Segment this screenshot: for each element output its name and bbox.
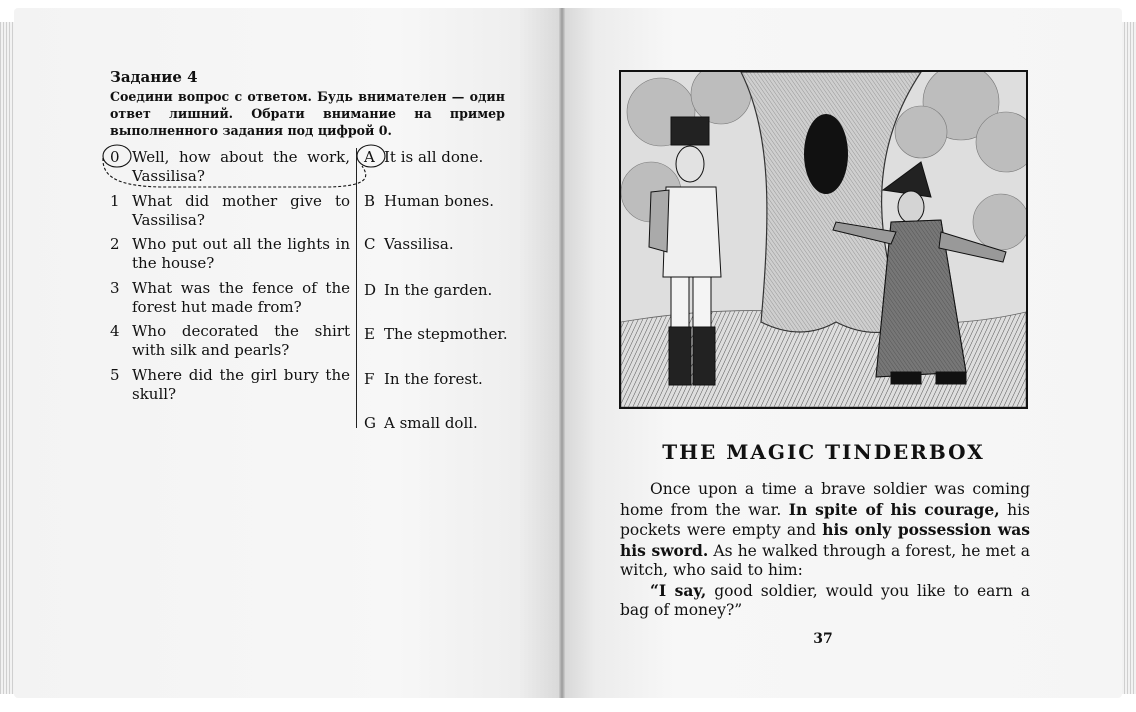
book-spine — [559, 8, 565, 698]
question-text: Well, how about the work, Vassilisa? — [132, 148, 350, 185]
question-number: 4 — [110, 322, 120, 340]
answer-b — [364, 192, 494, 211]
question-text: Who decorated the shirt with silk and pearls? — [132, 322, 350, 359]
answer-text: It is all done. — [384, 148, 484, 166]
question-text: Who put out all the lights in the house? — [132, 235, 350, 272]
question-number: 5 — [110, 366, 120, 384]
story-text-run: Once upon a time a brave soldier was coming home from the war. — [620, 480, 1030, 519]
page-number: 37 — [813, 631, 833, 647]
page-stack-right — [1122, 22, 1136, 694]
answer-letter: D — [364, 281, 377, 299]
story-text-run: his pockets were empty and — [620, 500, 1030, 539]
soldier-and-witch-illustration — [621, 72, 1026, 407]
answer-d — [364, 281, 492, 300]
answer-letter: E — [364, 325, 375, 343]
answer-letter: B — [364, 192, 376, 210]
story-illustration — [619, 70, 1028, 409]
task-instructions: Соедини вопрос с ответом. Будь внимателен — один ответ лишний. Обрати внимание на пример выполненного задания под цифрой 0. — [110, 89, 505, 138]
page-stack-left — [0, 22, 14, 694]
question-text: Where did the girl bury the skull? — [132, 366, 350, 403]
story-text-run: good soldier, would you like to earn a bag of money?” — [620, 581, 1030, 619]
task-title: Задание 4 — [110, 68, 198, 86]
answer-letter: A — [364, 148, 375, 166]
answer-letter: F — [364, 370, 375, 388]
story-bold-phrase: In spite of his courage, — [788, 499, 1000, 519]
story-paragraph-1 — [620, 480, 1030, 581]
answer-g — [364, 414, 478, 433]
story-title: THE MAGIC TINDERBOX — [662, 440, 985, 464]
question-text: What was the fence of the forest hut made from? — [132, 279, 350, 316]
story-paragraph-2 — [620, 581, 1030, 621]
answer-text: Human bones. — [384, 192, 494, 210]
answer-text: Vassilisa. — [384, 235, 454, 253]
question-number: 3 — [110, 279, 120, 297]
answer-text: In the garden. — [384, 281, 493, 299]
answer-a — [364, 148, 483, 167]
story-text-run: As he walked through a forest, he met a witch, who said to him: — [620, 541, 1031, 579]
answer-text: The stepmother. — [384, 325, 508, 343]
answer-f — [364, 370, 483, 389]
story-bold-phrase: “I say, — [650, 580, 707, 600]
answer-letter: G — [364, 414, 376, 432]
column-divider — [356, 148, 357, 428]
question-number: 1 — [110, 192, 120, 210]
story-text — [620, 480, 1030, 621]
question-text: What did mother give to Vassilisa? — [132, 192, 350, 229]
answer-e — [364, 325, 508, 344]
answer-letter: C — [364, 235, 376, 253]
answer-text: A small doll. — [384, 414, 478, 432]
answer-c — [364, 235, 454, 254]
question-number: 0 — [110, 148, 120, 166]
answer-text: In the forest. — [384, 370, 483, 388]
story-bold-phrase: his only possession was his sword. — [620, 520, 1030, 560]
question-number: 2 — [110, 235, 120, 253]
